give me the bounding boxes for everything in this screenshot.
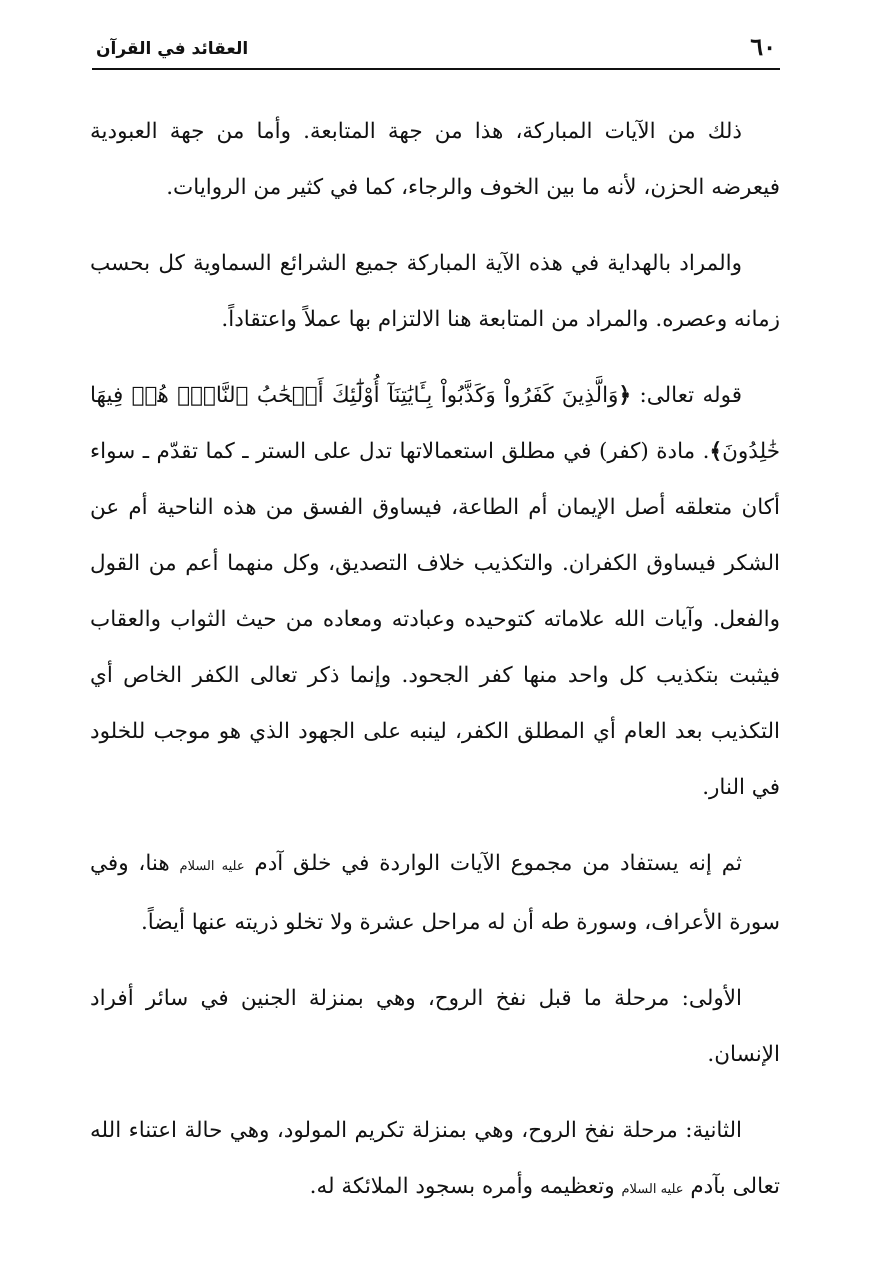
paragraph-2 xyxy=(90,236,780,348)
honorific-glyph: عليه السلام xyxy=(179,859,245,874)
paragraph-text: . مادة (كفر) في مطلق استعمالاتها تدل على الستر ـ كما تقدّم ـ سواء أكان متعلقه أصل الإيمان أم الطاعة، فيساوق الفسق من هذه الناحية أم عن الشكر فيساوق الكفران. والتكذيب خلاف التصديق، وكل منهما أعم من القول والفعل. وآيات الله علاماته كتوحيده وعبادته ومعاده من حيث الثواب والعقاب فيثبت بتكذيب كل واحد منها كفر الجحود. وإنما ذكر تعالى الكفر الخاص أي التكذيب بعد العام أي المطلق الكفر، لينبه على الجهود الذي هو موجب للخلود في النار. xyxy=(90,439,780,800)
paragraph-text: الأولى: مرحلة ما قبل نفخ الروح، وهي بمنزلة الجنين في سائر أفراد الإنسان. xyxy=(90,986,780,1067)
running-title: العقائد في القرآن xyxy=(96,39,249,59)
paragraph-3 xyxy=(90,368,780,816)
paragraph-6 xyxy=(90,1103,780,1218)
verse-open-bracket: ﴿ xyxy=(618,383,632,408)
verse-intro: قوله تعالى: xyxy=(631,383,742,408)
paragraph-text: ذلك من الآيات المباركة، هذا من جهة المتابعة. وأما من جهة العبودية فيعرضه الحزن، لأنه ما بين الخوف والرجاء، كما في كثير من الروايات. xyxy=(90,119,780,200)
verse-close-bracket: ﴾ xyxy=(709,439,723,464)
honorific-glyph: عليه السلام xyxy=(621,1182,684,1197)
paragraph-text-after: وتعظيمه وأمره بسجود الملائكة له. xyxy=(309,1174,622,1199)
paragraph-5 xyxy=(90,971,780,1083)
paragraph-text-before: الثانية: مرحلة نفخ الروح، وهي بمنزلة تكريم المولود، وهي حالة اعتناء الله تعالى بآدم xyxy=(90,1118,780,1199)
paragraph-4 xyxy=(90,836,780,951)
quran-verse: وَالَّذِينَ كَفَرُواْ وَكَذَّبُواْ بِـَٔايَٰتِنَآ أُوْلَٰٓئِكَ أَصۡحَٰبُ ٱلنَّارِۖ هُمۡ فِيهَا خَٰلِدُونَ xyxy=(90,383,780,464)
page-number: ٦٠ xyxy=(750,32,776,61)
paragraph-text-before: ثم إنه يستفاد من مجموع الآيات الواردة في خلق آدم xyxy=(244,851,742,876)
paragraph-text-after: هنا، وفي سورة الأعراف، وسورة طه أن له مراحل عشرة ولا تخلو ذريته عنها أيضاً. xyxy=(90,851,780,935)
header-rule xyxy=(92,68,780,70)
page-body xyxy=(90,104,780,1238)
paragraph-1 xyxy=(90,104,780,216)
paragraph-text: والمراد بالهداية في هذه الآية المباركة جميع الشرائع السماوية كل بحسب زمانه وعصره. والمراد من المتابعة هنا الالتزام بها عملاً واعتقاداً. xyxy=(90,251,780,332)
page-header xyxy=(92,28,780,70)
